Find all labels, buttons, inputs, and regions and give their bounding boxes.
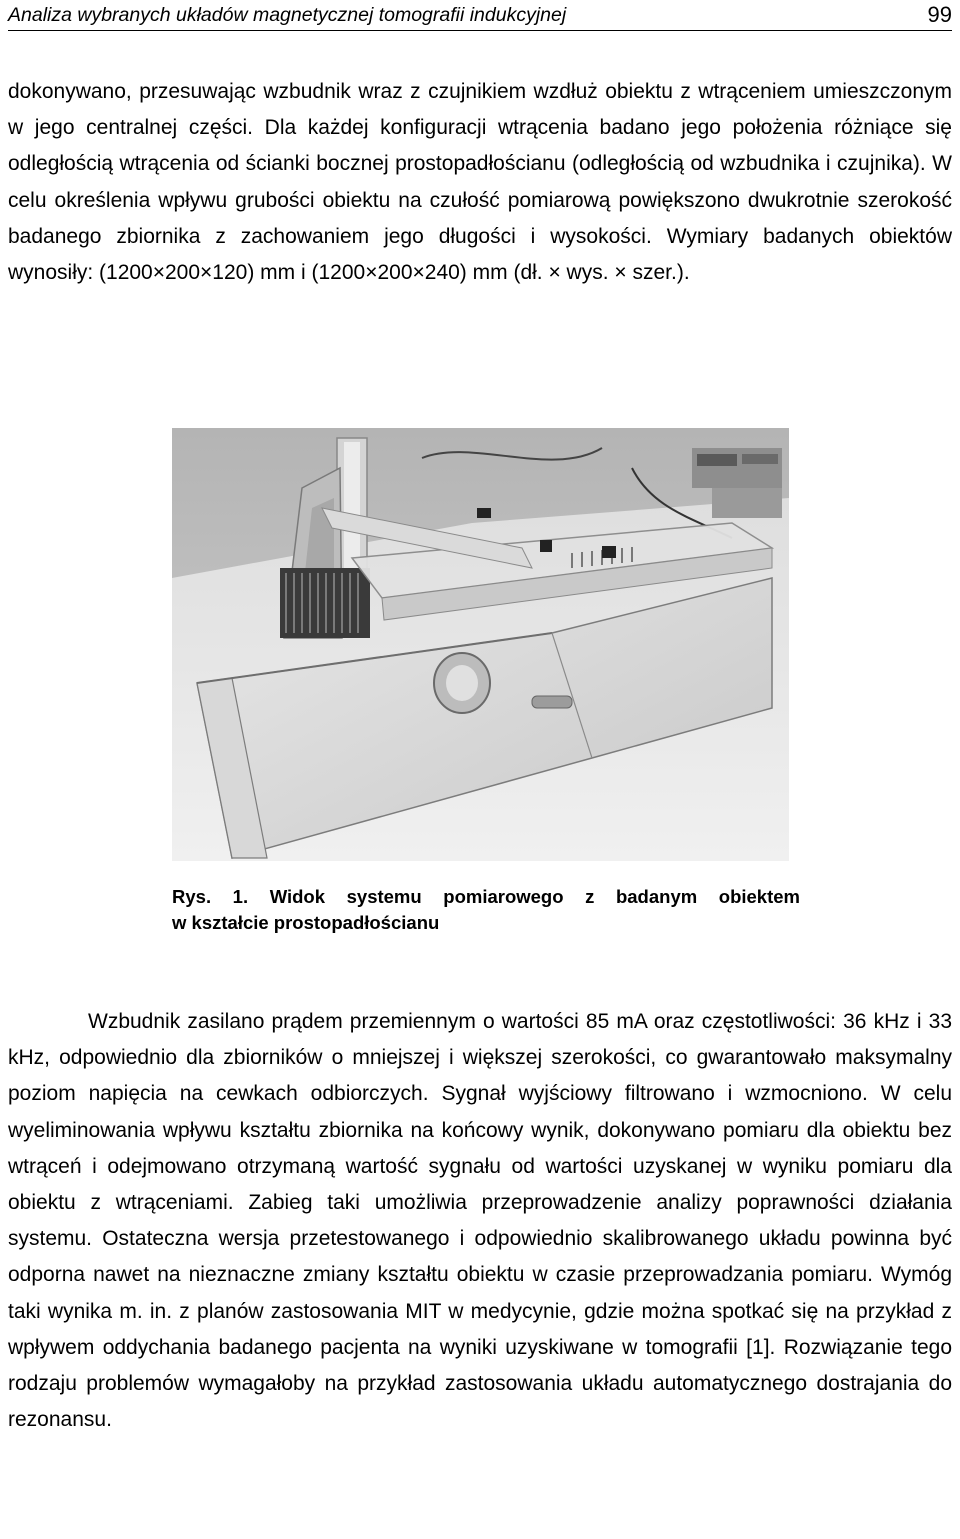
figure-caption — [172, 884, 800, 936]
caption-line-2: w kształcie prostopadłościanu — [172, 912, 440, 933]
figure-photo — [172, 428, 789, 861]
page-number: 99 — [927, 2, 952, 27]
paragraph-2: Wzbudnik zasilano prądem przemiennym o wartości 85 mA oraz częstotliwości: 36 kHz i 33 kHz, odpowiednio dla zbiorników o mniejszej i większej szerokości, co gwarantowało maksymalny poziom napięcia na cewkach odbiorczych. Sygnał wyjściowy filtrowano i wzmocniono. W celu wyeliminowania wpływu kształtu zbiornika na końcowy wynik, dokonywano pomiaru dla obiektu bez wtrąceń i odejmowano otrzymaną wartość sygnału od wartości uzyskanej w wyniku pomiaru dla obiektu z wtrąceniami. Zabieg taki umożliwia przeprowadzenie analizy poprawności działania systemu. Ostateczna wersja przetestowanego i odpowiednio skalibrowanego układu powinna być odporna nawet na nieznaczne zmiany kształtu obiektu w czasie przeprowadzania pomiaru. Wymóg taki wynika m. in. z planów zastosowania MIT w medycynie, gdzie można spotkać się na przykład z wpływem oddychania badanego pacjenta na wyniki uzyskiwane w tomografii [1]. Rozwiązanie tego rodzaju problemów wymagałoby na przykład zastosowania układu automatycznego dostrajania do rezonansu. — [8, 1010, 952, 1432]
running-header — [8, 0, 952, 31]
measurement-system-photo — [172, 428, 789, 861]
paragraph-1: dokonywano, przesuwając wzbudnik wraz z czujnikiem wzdłuż obiektu z wtrąceniem umieszczonym w jego centralnej części. Dla każdej konfiguracji wtrącenia badano jego położenia różniące się odległością wtrącenia od ścianki bocznej prostopadłościanu (odległością od wzbudnika i czujnika). W celu określenia wpływu grubości obiektu na czułość pomiarową powiększono dwukrotnie szerokość badanego zbiornika z zachowaniem jego długości i wysokości. Wymiary badanych obiektów wynosiły: (1200×200×120) mm i (1200×200×240) mm (dł. × wys. × szer.). — [8, 80, 952, 285]
caption-line-1: Rys. 1. Widok systemu pomiarowego z badanym obiektem — [172, 886, 800, 907]
running-title: Analiza wybranych układów magnetycznej tomografii indukcyjnej — [8, 4, 567, 26]
